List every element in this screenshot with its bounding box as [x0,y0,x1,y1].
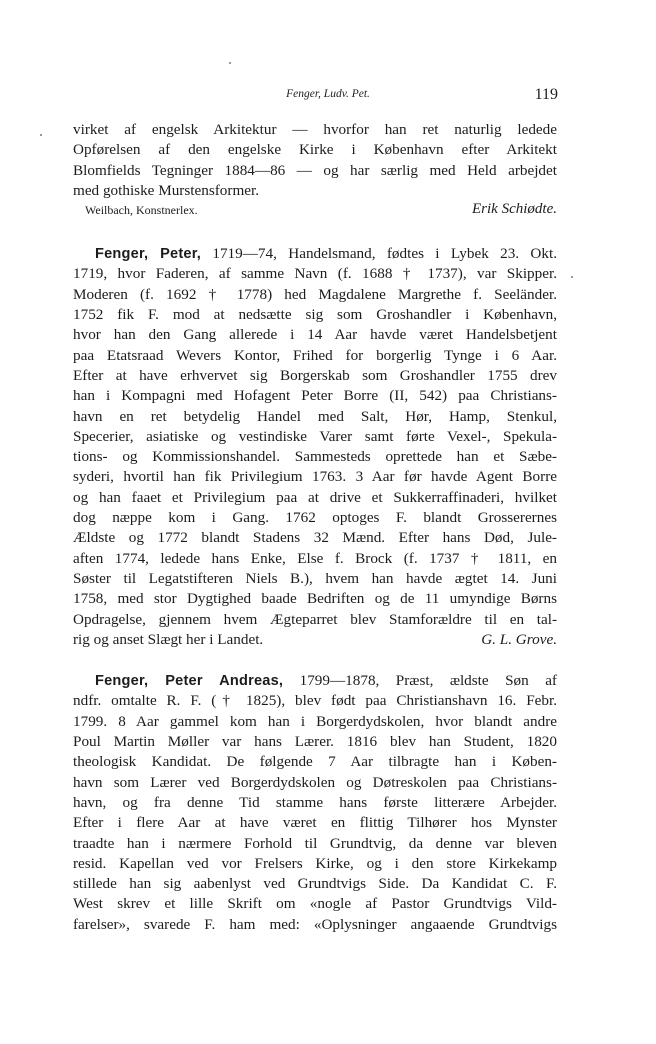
page-number: 119 [534,86,558,103]
text-line: 1752 fik F. mod at nedsætte sig som Groshandler i København, [73,306,557,324]
running-head [0,86,656,106]
text-line: Efter at have erhvervet sig Borgerskab som Groshandler 1755 drev [73,366,557,384]
text-line: tions- og Kommissionshandel. Sammesteds oprettede han et Sæbe- [73,448,557,466]
text-line: Poul Martin Møller var hans Lærer. 1816 blev han Student, 1820 [73,733,557,751]
text-line: Opførelsen af den engelske Kirke i København efter Arkitekt [73,141,557,159]
entry-first-line [73,244,557,264]
text-line: dog næppe kom i Gang. 1762 optoges F. blandt Grosserernes [73,509,557,527]
entry-last-line [73,630,557,650]
entry-first-line-text: 1799—1878, Præst, ældste Søn af [283,672,557,690]
text-line: farelser», svarede F. ham med: «Oplysninger angaaende Grundtvigs [73,915,557,933]
source-reference: Weilbach, Konstnerlex. [85,203,198,218]
text-line: theologisk Kandidat. De følgende 7 Aar tilbragte han i Køben- [73,753,557,771]
text-line: Ældste og 1772 blandt Stadens 32 Mænd. Efter hans Død, Jule- [73,529,557,547]
text-line: ndfr. omtalte R. F. († 1825), blev født paa Christianshavn 16. Febr. [73,692,557,710]
text-line: 1799. 8 Aar gammel kom han i Borgerdydskolen, hvor blandt andre [73,712,557,730]
source-row [73,201,557,223]
author-signature: G. L. Grove. [481,630,557,648]
running-title: Fenger, Ludv. Pet. [286,88,370,100]
paper-speck [571,276,573,278]
text-line: Søster til Legatstifteren Niels B.), hvem han havde ægtet 14. Juni [73,569,557,587]
text-line: havn som Lærer ved Borgerdydskolen og Døtreskolen paa Christians- [73,773,557,791]
text-line: og han faaet et Privilegium paa at drive et Sukkerraffinaderi, hvilket [73,488,557,506]
text-line: med gothiske Murstensformer. [73,181,260,199]
text-line: resid. Kapellan ved vor Frelsers Kirke, og i den store Kirkekamp [73,854,557,872]
text-line: stillede han sig aabenlyst ved Grundtvigs Side. Da Kandidat C. F. [73,875,557,893]
entry-first-line [73,671,557,691]
entry-continuation [73,120,557,223]
paper-speck [40,134,42,136]
author-signature: Erik Schiødte. [472,201,557,218]
text-line: Efter i flere Aar at have været en flittig Tilhører hos Mynster [73,814,557,832]
entry-first-line-text: 1719—74, Handelsmand, fødtes i Lybek 23. Okt. [201,245,558,263]
text-line: Opdragelse, gjennem hvem Ægteparret blev Stamforældre til en tal- [73,610,557,628]
entry-headword: Fenger, Peter Andreas, [95,673,284,690]
text-line: Specerier, asiatiske og vestindiske Varer samt førte Vexel-, Spekula- [73,427,557,445]
text-line: virket af engelsk Arkitektur — hvorfor han ret naturlig ledede [73,121,557,138]
text-line: Blomfields Tegninger 1884—86 — og har særlig med Held arbejdet [73,161,557,179]
text-line: traadte han i nærmere Forhold til Grundtvig, da denne var bleven [73,834,557,852]
text-line: paa Etatsraad Wevers Kontor, Frihed for borgerlig Tynge i 6 Aar. [73,346,557,364]
text-line: syderi, hvortil han fik Privilegium 1763. 3 Aar før havde Agent Borre [73,468,557,486]
text-line: West skrev et lille Skrift om «nogle af Pastor Grundtvigs Vild- [73,895,557,913]
text-line: han i Kompagni med Hofagent Peter Borre (II, 542) paa Christians- [73,387,557,405]
entry-gap [73,223,557,244]
text-line: hvor han den Gang allerede i 14 Aar havde været Handelsbetjent [73,326,557,344]
text-line: Moderen (f. 1692 † 1778) hed Magdalene Margrethe f. Seeländer. [73,285,557,303]
entry-fenger-peter [73,244,557,650]
text-line: aften 1774, ledede hans Enke, Else f. Brock (f. 1737 † 1811, en [73,549,557,567]
text-line: 1758, med stor Dygtighed baade Bedriften og de 11 umyndige Børns [73,590,557,608]
text-line: havn en ret betydelig Handel med Salt, Hør, Hamp, Stenkul, [73,407,557,425]
entry-headword: Fenger, Peter, [95,246,202,263]
entry-fenger-peter-andreas [73,671,557,935]
text-line: 1719, hvor Faderen, af samme Navn (f. 1688 † 1737), var Skipper. [73,265,557,283]
paper-speck [229,62,231,64]
entry-last-line-text: rig og anset Slægt her i Landet. [73,630,264,648]
entry-gap [73,650,557,671]
text-line: havn, og fra denne Tid stamme hans første litterære Arbejder. [73,793,557,811]
text-block [73,120,557,935]
